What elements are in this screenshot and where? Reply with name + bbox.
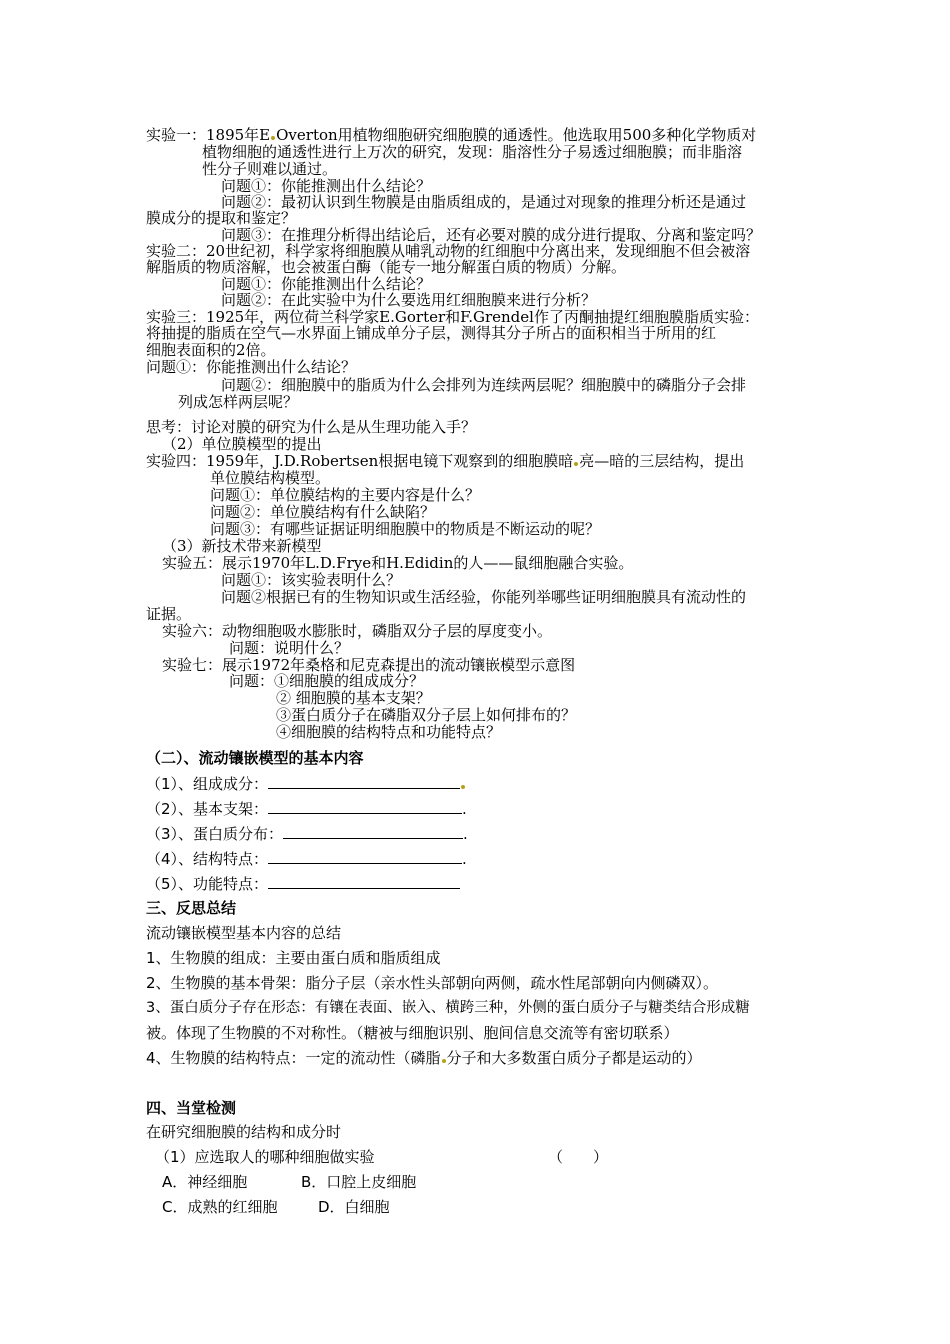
experiment1-question1: 问题①：你能推测出什么结论？ xyxy=(221,177,432,195)
experiment1-line1: 实验一：1895年E Overton用植物细胞研究细胞膜的通透性。他选取用500多种化学物质对 xyxy=(146,126,757,144)
experiment4-line2: 单位膜结构模型。 xyxy=(210,469,331,487)
experiment7-question2: ② 细胞膜的基本支架？ xyxy=(276,689,431,707)
experiment4-question3: 问题③：有哪些证据证明细胞膜中的物质是不断运动的呢？ xyxy=(210,520,601,538)
experiment3-line1: 实验三：1925年，两位荷兰科学家E.Gorter和F.Grendel作了丙酮抽提红细胞膜脂质实验： xyxy=(146,308,759,326)
experiment4-line1: 实验四：1959年，J.D.Robertsen根据电镜下观察到的细胞膜暗 亮—暗的三层结构，提出 xyxy=(146,452,745,470)
experiment1-question2-cont: 膜成分的提取和鉴定？ xyxy=(146,209,297,227)
experiment7-line1: 实验七：展示1972年桑格和尼克森提出的流动镶嵌模型示意图 xyxy=(162,656,576,674)
experiment5-question2: 问题②根据已有的生物知识或生活经验，你能列举哪些证明细胞膜具有流动性的 xyxy=(221,588,747,606)
experiment2-line2: 解脂质的物质溶解，也会被蛋白酶（能专一地分解蛋白质的物质）分解。 xyxy=(146,258,627,276)
part4-question1: （1）应选取人的哪种细胞做实验 xyxy=(155,1148,375,1166)
option-d[interactable]: D．白细胞 xyxy=(318,1198,390,1216)
fill-blank-basic-scaffold[interactable] xyxy=(268,799,462,814)
part3-point2: 2、生物膜的基本骨架：脂分子层（亲水性头部朝向两侧，疏水性尾部朝向内侧磷双）。 xyxy=(146,974,719,992)
experiment5-question2-cont: 证据。 xyxy=(146,605,192,623)
experiment5-line1: 实验五：展示1970年L.D.Frye和H.Edidin的人——鼠细胞融合实验。 xyxy=(162,554,634,572)
experiment2-question1: 问题①：你能推测出什么结论？ xyxy=(221,275,432,293)
experiment6-line1: 实验六：动物细胞吸水膨胀时，磷脂双分子层的厚度变小。 xyxy=(162,622,553,640)
section-unit-membrane-title: （2）单位膜模型的提出 xyxy=(162,435,322,453)
part3-title: 三、反思总结 xyxy=(146,899,237,917)
fill-blank-structural-feature[interactable] xyxy=(268,849,462,864)
marker-dot xyxy=(442,1059,446,1063)
part2-title: （二）、流动镶嵌模型的基本内容 xyxy=(146,749,364,767)
part4-intro: 在研究细胞膜的结构和成分时 xyxy=(146,1123,342,1141)
fill-blank-composition[interactable] xyxy=(268,774,460,789)
experiment7-question1: 问题：①细胞膜的组成成分？ xyxy=(229,672,425,690)
section-new-model-title: （3）新技术带来新模型 xyxy=(162,537,322,555)
experiment3-question1: 问题①：你能推测出什么结论？ xyxy=(146,358,357,376)
part2-item2: （2）、基本支架： . xyxy=(146,800,467,818)
experiment7-question4: ④细胞膜的结构特点和功能特点？ xyxy=(276,723,502,741)
answer-parentheses[interactable]: （ ） xyxy=(548,1148,609,1166)
experiment3-question2-cont: 列成怎样两层呢？ xyxy=(178,393,299,411)
marker-dot xyxy=(271,136,275,140)
experiment3-line3: 细胞表面积的2倍。 xyxy=(146,341,276,359)
think-prompt: 思考：讨论对膜的研究为什么是从生理功能入手？ xyxy=(146,418,477,436)
marker-dot xyxy=(574,462,578,466)
part2-item3: （3）、蛋白质分布： . xyxy=(146,825,468,843)
part2-item4: （4）、结构特点： . xyxy=(146,850,467,868)
experiment6-question1: 问题：说明什么？ xyxy=(229,639,350,657)
part3-point3: 3、蛋白质分子存在形态：有镶在表面、嵌入、横跨三种，外侧的蛋白质分子与糖类结合形成糖 xyxy=(146,1000,750,1016)
part3-intro: 流动镶嵌模型基本内容的总结 xyxy=(146,924,342,942)
experiment3-question2: 问题②：细胞膜中的脂质为什么会排列为连续两层呢？细胞膜中的磷脂分子会排 xyxy=(221,376,747,394)
fill-blank-protein-distribution[interactable] xyxy=(283,824,463,839)
experiment1-line3: 性分子则难以通过。 xyxy=(202,160,338,178)
part4-title: 四、当堂检测 xyxy=(146,1099,237,1117)
experiment4-question2: 问题②：单位膜结构有什么缺陷？ xyxy=(210,503,436,521)
option-c[interactable]: C．成熟的红细胞 xyxy=(162,1198,278,1216)
part3-point3-cont: 被。体现了生物膜的不对称性。（糖被与细胞识别、胞间信息交流等有密切联系） xyxy=(146,1024,679,1042)
part2-item5: （5）、功能特点： xyxy=(146,874,460,893)
experiment1-question3: 问题③：在推理分析得出结论后，还有必要对膜的成分进行提取、分离和鉴定吗？ xyxy=(221,226,762,244)
option-b[interactable]: B．口腔上皮细胞 xyxy=(301,1173,417,1191)
experiment3-line2: 将抽提的脂质在空气—水界面上铺成单分子层，测得其分子所占的面积相当于所用的红 xyxy=(146,324,717,342)
experiment2-question2: 问题②：在此实验中为什么要选用红细胞膜来进行分析？ xyxy=(221,291,597,309)
marker-dot xyxy=(461,785,465,789)
part2-item1: （1）、组成成分： xyxy=(146,774,466,793)
part3-point1: 1、生物膜的组成：主要由蛋白质和脂质组成 xyxy=(146,949,441,967)
experiment1-line2: 植物细胞的通透性进行上万次的研究，发现：脂溶性分子易透过细胞膜；而非脂溶 xyxy=(202,143,743,161)
part3-point4: 4、生物膜的结构特点：一定的流动性（磷脂 分子和大多数蛋白质分子都是运动的） xyxy=(146,1049,702,1067)
option-a[interactable]: A．神经细胞 xyxy=(162,1173,248,1191)
experiment4-question1: 问题①：单位膜结构的主要内容是什么？ xyxy=(210,486,481,504)
fill-blank-functional-feature[interactable] xyxy=(268,874,460,889)
experiment1-question2: 问题②：最初认识到生物膜是由脂质组成的，是通过对现象的推理分析还是通过 xyxy=(221,193,747,211)
experiment2-line1: 实验二：20世纪初，科学家将细胞膜从哺乳动物的红细胞中分离出来，发现细胞不但会被溶 xyxy=(146,242,751,260)
experiment5-question1: 问题①：该实验表明什么？ xyxy=(221,571,402,589)
experiment7-question3: ③蛋白质分子在磷脂双分子层上如何排布的？ xyxy=(276,706,577,724)
